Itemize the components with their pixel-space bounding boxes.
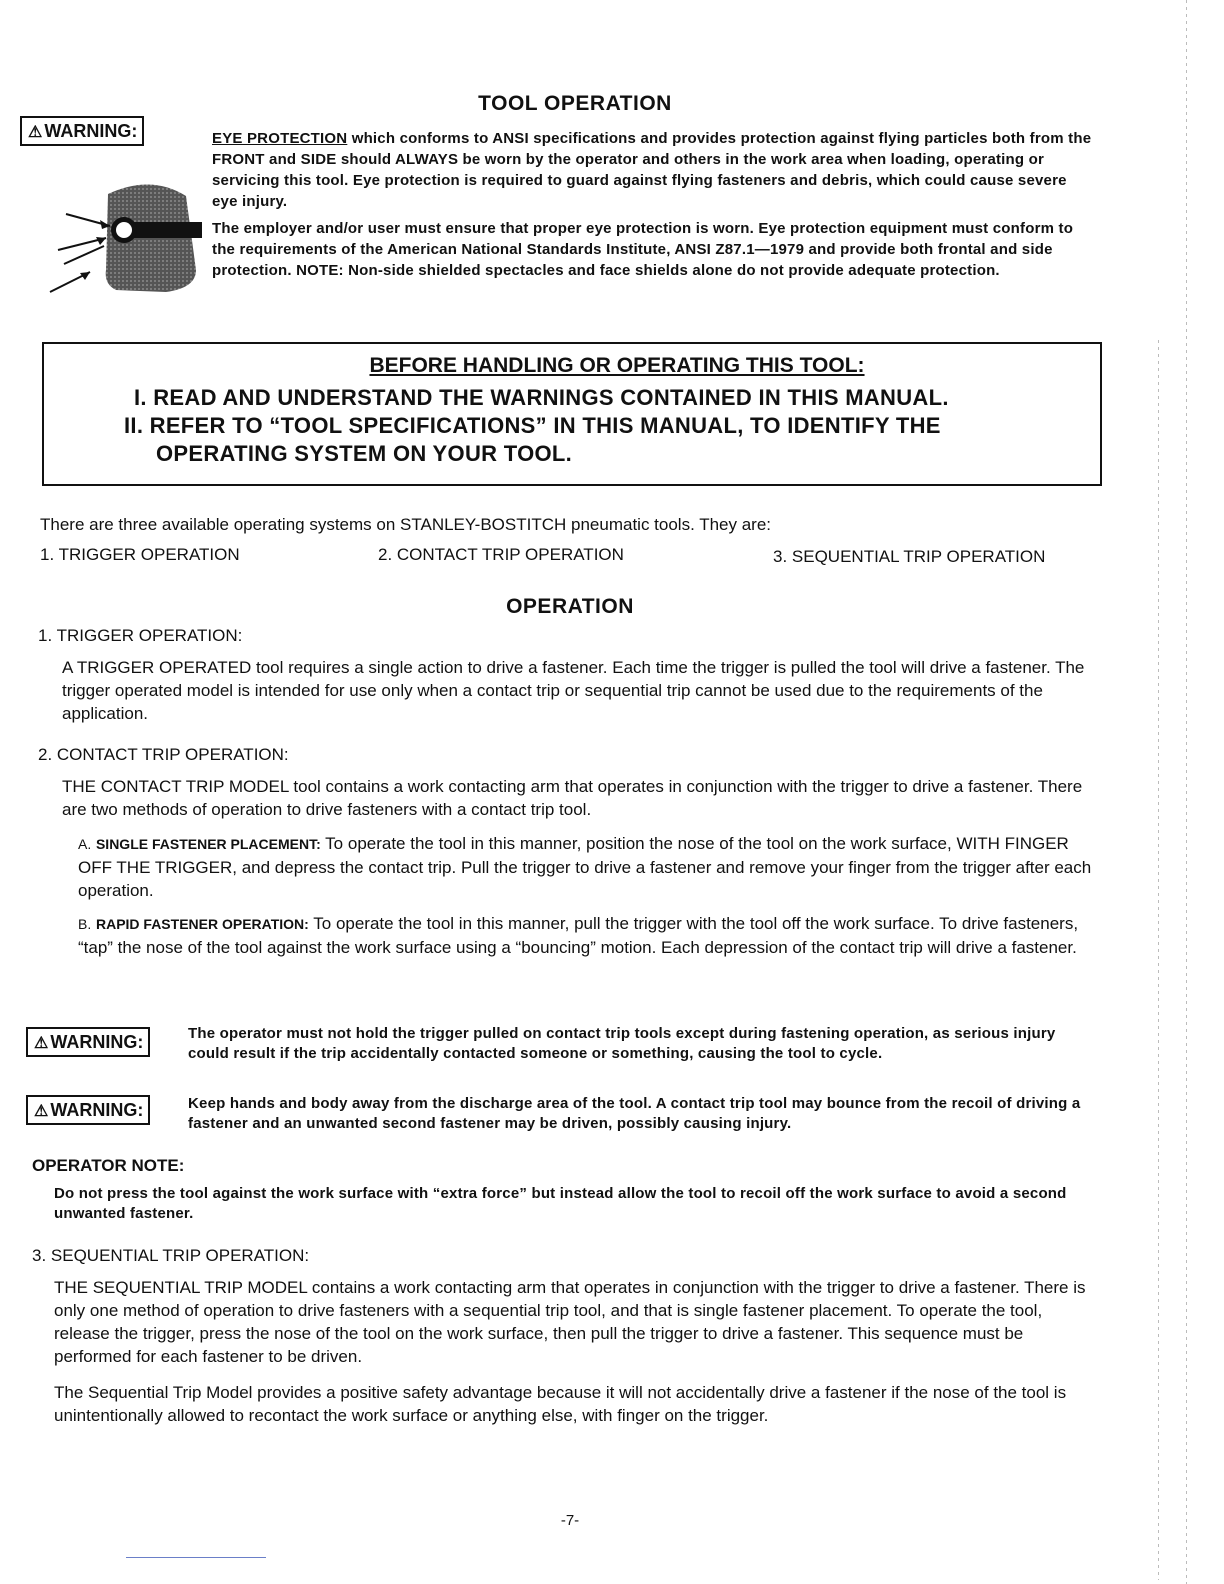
operation-heading: OPERATION [506, 595, 634, 618]
warning-triangle-icon: ⚠ [34, 1035, 49, 1052]
scan-line [126, 1557, 266, 1558]
operator-note-title: OPERATOR NOTE: [32, 1156, 185, 1175]
eye-protection-icon [46, 180, 216, 300]
method-b-label: B. [78, 916, 92, 932]
page-title: TOOL OPERATION [478, 92, 672, 115]
warning-label: WARNING: [50, 1100, 144, 1120]
contact-text: THE CONTACT TRIP MODEL tool contains a work contacting arm that operates in conjunction with the trigger to drive a fastener. There are two methods of operation to drive fasteners with a contact trip tool. [62, 777, 1083, 819]
system-item-1: 1. TRIGGER OPERATION [40, 545, 240, 564]
before-handling-line-2: II. REFER TO “TOOL SPECIFICATIONS” IN THIS MANUAL, TO IDENTIFY THE [124, 413, 941, 438]
before-handling-box [42, 342, 1102, 486]
intro-text: There are three available operating systems on STANLEY-BOSTITCH pneumatic tools. They are: [40, 515, 772, 534]
warning-triangle-icon: ⚠ [34, 1103, 49, 1120]
warning-badge-2 [26, 1027, 150, 1057]
method-a-text: To operate the tool in this manner, position the nose of the tool on the work surface, WITH FINGER OFF THE TRIGGER, and depress the contact trip. Pull the trigger to drive a fastener and remove your finger from the trigger after each operation. [78, 834, 1092, 900]
contact-method-b [78, 912, 1096, 959]
system-item-2: 2. CONTACT TRIP OPERATION [378, 545, 624, 564]
sequential-text-1: THE SEQUENTIAL TRIP MODEL contains a work contacting arm that operates in conjunction with the trigger to drive a fastener. There is only one method of operation to drive fasteners with a sequential trip tool, and that is single fastener placement. To operate the tool, release the trigger, press the nose of the tool on the work surface, then pull the trigger to drive a fastener. This sequence must be performed for each fastener to be driven. [54, 1278, 1086, 1366]
warning-label: WARNING: [44, 121, 138, 141]
sequential-text-2: The Sequential Trip Model provides a positive safety advantage because it will not accidentally drive a fastener if the nose of the tool is unintentionally allowed to recontact the work surface or anything else, with finger on the trigger. [54, 1383, 1067, 1425]
operator-note-text: Do not press the tool against the work surface with “extra force” but instead allow the tool to recoil off the work surface to avoid a second unwanted fastener. [54, 1185, 1067, 1222]
before-handling-title: BEFORE HANDLING OR OPERATING THIS TOOL: [369, 354, 865, 377]
method-a-label: A. [78, 836, 92, 852]
page-number: -7- [560, 1512, 580, 1529]
warning-3-text: Keep hands and body away from the discharge area of the tool. A contact trip tool may bounce from the recoil of driving a fastener and an unwanted second fastener may be driven, possibly causing injury. [188, 1095, 1081, 1132]
method-a-title: SINGLE FASTENER PLACEMENT: [95, 836, 321, 852]
scan-edge [1158, 340, 1159, 1580]
method-b-text: To operate the tool in this manner, pull the trigger with the tool off the work surface. To drive fasteners, “tap” the nose of the tool against the work surface using a “bouncing” motion. Each depression of the contact trip will drive a fastener. [78, 914, 1079, 957]
scan-edge [1186, 0, 1187, 1584]
warning-badge [20, 116, 144, 146]
system-item-3: 3. SEQUENTIAL TRIP OPERATION [773, 547, 1046, 566]
warning-badge-3 [26, 1095, 150, 1125]
warning-2-text: The operator must not hold the trigger pulled on contact trip tools except during fastening operation, as serious injury could result if the trip accidentally contacted someone or something, causing the tool to cycle. [188, 1025, 1056, 1062]
warning-label: WARNING: [50, 1032, 144, 1052]
sequential-title: 3. SEQUENTIAL TRIP OPERATION: [32, 1246, 310, 1265]
eye-protection-text [212, 128, 1092, 287]
trigger-title: 1. TRIGGER OPERATION: [38, 626, 243, 645]
warning-triangle-icon: ⚠ [28, 124, 43, 141]
contact-title: 2. CONTACT TRIP OPERATION: [38, 745, 289, 764]
contact-method-a [78, 832, 1096, 902]
before-handling-line-3: OPERATING SYSTEM ON YOUR TOOL. [156, 441, 573, 466]
method-b-title: RAPID FASTENER OPERATION: [95, 916, 309, 932]
before-handling-line-1: I. READ AND UNDERSTAND THE WARNINGS CONTAINED IN THIS MANUAL. [134, 385, 949, 410]
eye-protection-lead: EYE PROTECTION [212, 130, 348, 147]
eye-protection-p1: which conforms to ANSI specifications and provides protection against flying particles both from the FRONT and SIDE should ALWAYS be worn by the operator and others in the work area when loading, operating or servicing this tool. Eye protection is required to guard against flying fasteners and debris, which could cause severe eye injury. [212, 130, 1092, 210]
eye-protection-p2: The employer and/or user must ensure that proper eye protection is worn. Eye protection equipment must conform to the requirements of the American National Standards Institute, ANSI Z87.1—1979 and provide both frontal and side protection. NOTE: Non-side shielded spectacles and face shields alone do not provide adequate protection. [212, 220, 1074, 279]
trigger-text: A TRIGGER OPERATED tool requires a single action to drive a fastener. Each time the trigger is pulled the tool will drive a fastener. The trigger operated model is intended for use only when a contact trip or sequential trip cannot be used due to the requirements of the application. [62, 658, 1085, 723]
